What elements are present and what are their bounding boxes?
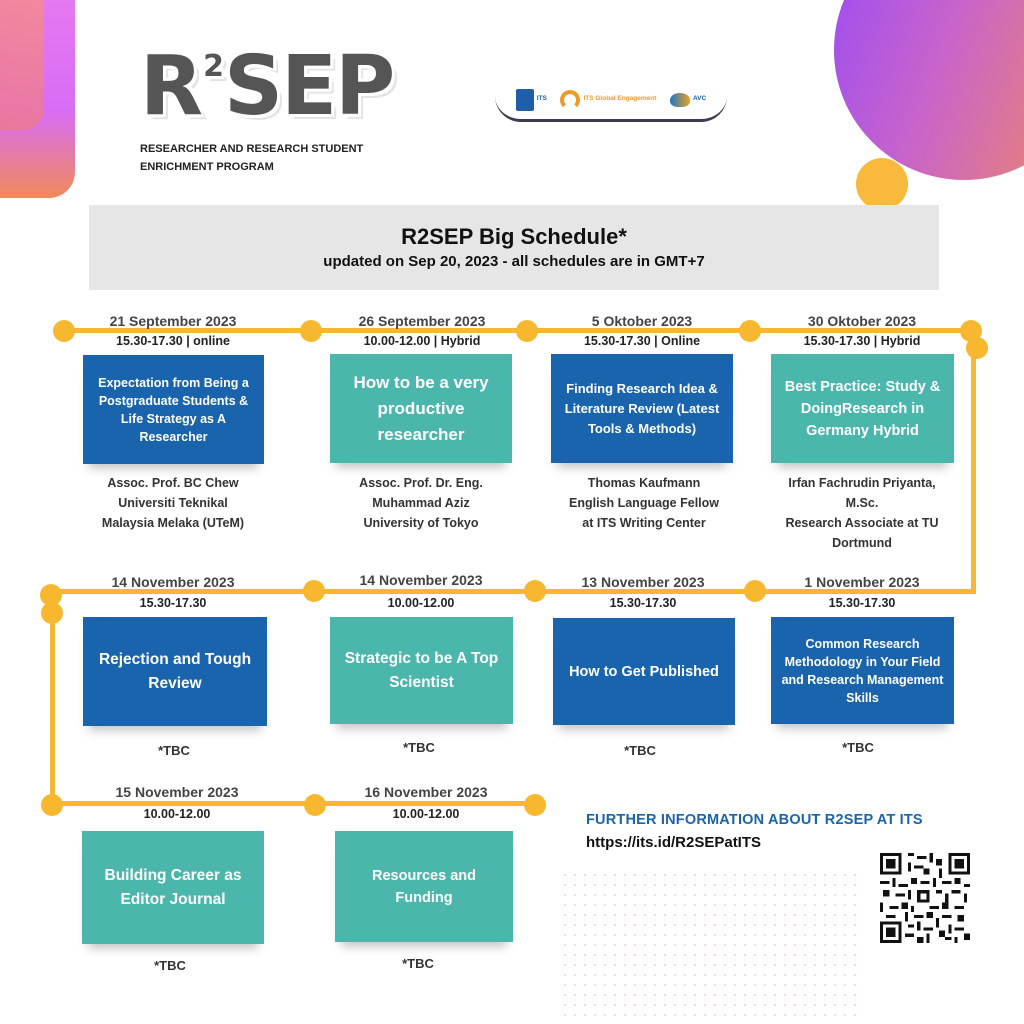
session-time: 15.30-17.30: [609, 596, 677, 610]
session-speaker: Thomas Kaufmann English Language Fellow at ITS Writing Center: [568, 476, 719, 530]
session-date: 1 November 2023: [804, 574, 920, 590]
session-card: Strategic to be A Top Scientist: [330, 617, 513, 724]
session-date: 26 September 2023: [358, 313, 486, 329]
partner-global-engagement-logo: ITS Global Engagement: [560, 90, 656, 110]
page-subtitle: updated on Sep 20, 2023 - all schedules are in GMT+7: [323, 253, 705, 270]
session-card: Best Practice: Study & DoingResearch in Germany Hybrid: [771, 354, 954, 463]
session-speaker: *TBC: [403, 740, 435, 755]
session-time: 15.30-17.30 | Hybrid: [803, 334, 921, 348]
logo: $R^2SEP$: [140, 39, 394, 134]
session-time: 15.30-17.30: [828, 596, 896, 610]
session-speaker: Assoc. Prof. Dr. Eng. Muhammad Aziz University of Tokyo: [359, 476, 483, 530]
session-time: 10.00-12.00: [387, 596, 455, 610]
session-card: Common Research Methodology in Your Field and Research Management Skills: [771, 617, 954, 724]
session-time: 15.30-17.30 | Online: [583, 334, 701, 348]
partner-its-logo: ITS: [516, 89, 547, 111]
session-date: 21 September 2023: [109, 313, 237, 329]
session-time: 15.30-17.30: [139, 596, 207, 610]
page-title: R2SEP Big Schedule*: [401, 224, 627, 249]
session-time: 10.00-12.00: [143, 807, 211, 821]
session-date: 16 November 2023: [364, 784, 488, 800]
decorative-circle-right: [834, 0, 1024, 180]
session-date: 13 November 2023: [581, 574, 705, 590]
timeline-node: [966, 337, 988, 359]
session-time: 15.30-17.30 | online: [116, 334, 230, 348]
session-date: 14 November 2023: [359, 572, 483, 588]
session-speaker: Irfan Fachrudin Priyanta, M.Sc. Research Associate at TU Dortmund: [785, 476, 939, 550]
session-card: Resources and Funding: [335, 831, 513, 942]
partner-logos: [495, 80, 727, 122]
tagline: RESEARCHER AND RESEARCH STUDENT ENRICHMENT PROGRAM: [140, 143, 364, 173]
session-date: 15 November 2023: [115, 784, 239, 800]
session-speaker: *TBC: [154, 958, 186, 973]
session-time: 10.00-12.00: [392, 807, 460, 821]
session-speaker: *TBC: [402, 956, 434, 971]
session-card: How to Get Published: [553, 618, 735, 725]
timeline-node: [41, 794, 63, 816]
session-speaker: *TBC: [842, 740, 874, 755]
session-card: How to be a very productive researcher: [330, 354, 512, 463]
session-speaker: *TBC: [624, 743, 656, 758]
qr-code[interactable]: [880, 853, 970, 943]
session-speaker: Assoc. Prof. BC Chew Universiti Teknikal Malaysia Melaka (UTeM): [101, 476, 245, 530]
session-card: Expectation from Being a Postgraduate Students & Life Strategy as A Researcher: [83, 355, 264, 464]
info-title: FURTHER INFORMATION ABOUT R2SEP AT ITS: [586, 812, 923, 828]
session-card: Rejection and Tough Review: [83, 617, 267, 726]
session-card: Finding Research Idea & Literature Review (Latest Tools & Methods): [551, 354, 733, 463]
partner-avc-logo: AVC: [670, 93, 706, 107]
session-time: 10.00-12.00 | Hybrid: [363, 334, 481, 348]
timeline-node: [41, 602, 63, 624]
schedule-header: [89, 205, 939, 290]
decorative-shape-left: [0, 0, 75, 198]
session-date: 14 November 2023: [111, 574, 235, 590]
decorative-dot-pattern: [560, 870, 860, 1020]
session-date: 30 Oktober 2023: [807, 313, 917, 329]
timeline-line-row3: [50, 801, 534, 806]
decorative-dot: [856, 158, 908, 210]
session-date: 5 Oktober 2023: [591, 313, 693, 329]
session-card: Building Career as Editor Journal: [82, 831, 264, 944]
session-speaker: *TBC: [158, 743, 190, 758]
info-link[interactable]: https://its.id/R2SEPatITS: [586, 834, 762, 851]
